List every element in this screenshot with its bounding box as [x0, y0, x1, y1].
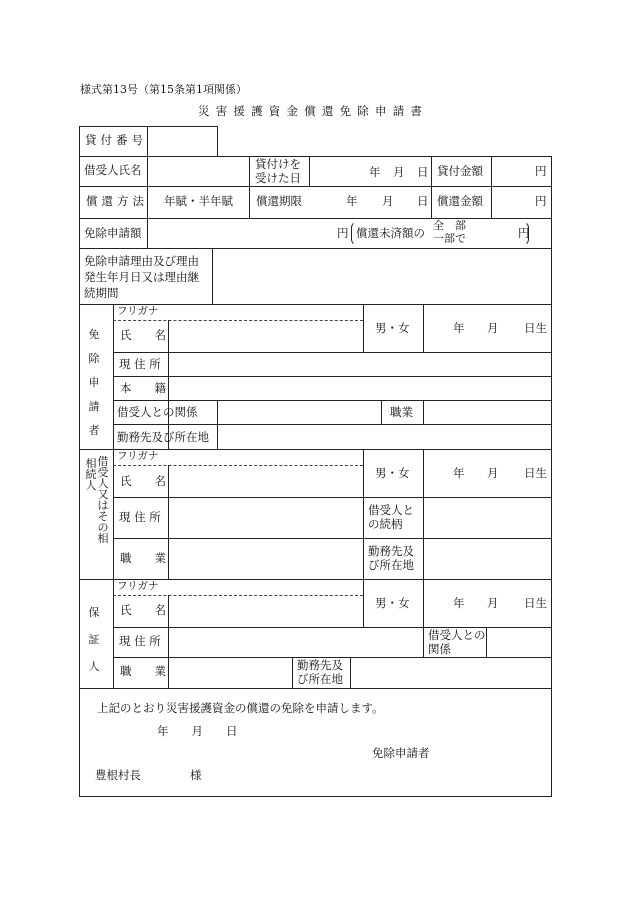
form-number: 様式第13号（第15条第1項関係） — [80, 83, 247, 96]
loan-date-month: 月 — [393, 165, 405, 179]
loan-number-label: 貸付番号 — [85, 133, 147, 147]
applicant-birth-day: 日生 — [524, 321, 547, 335]
applicant-workplace-label: 勤務先及び所在地 — [117, 430, 209, 444]
unpaid-all-label: 全 部 — [433, 219, 466, 232]
loan-date-day: 日 — [417, 165, 429, 179]
loan-received-date-label: 貸付けを受けた日 — [255, 157, 301, 185]
guarantor-occupation-label: 職 業 — [120, 664, 166, 678]
unpaid-amount-label: 償還未済額の — [356, 226, 425, 240]
exemption-amount-label: 免除申請額 — [84, 226, 142, 240]
repayment-amount-yen: 円 — [535, 194, 547, 208]
heir-occupation-label: 職 業 — [120, 551, 166, 565]
heir-birth-month: 月 — [487, 466, 499, 480]
guarantor-address-label: 現 住 所 — [119, 634, 161, 648]
statement-text: 上記のとおり災害援護資金の償還の免除を申請します。 — [97, 701, 384, 715]
page-title: 災害援護資金償還免除申請書 — [198, 104, 429, 118]
guarantor-furigana: フリガナ — [117, 580, 159, 592]
guarantor-birth-month: 月 — [487, 596, 499, 610]
reason-label: 免除申請理由及び理由発生年月日又は理由継続期間 — [84, 254, 199, 300]
repayment-method-label: 償還方法 — [86, 194, 148, 208]
heir-workplace-label: 勤務先及び所在地 — [368, 544, 414, 572]
applicant-section-label: 免 除 申 請 者 — [88, 328, 100, 437]
repay-year: 年 — [346, 194, 358, 208]
heir-birth-day: 日生 — [524, 466, 547, 480]
guarantor-name-label: 氏 名 — [120, 603, 166, 617]
repayment-period-label: 償還期限 — [256, 194, 302, 208]
loan-amount-yen: 円 — [535, 164, 547, 178]
repay-month: 月 — [382, 194, 394, 208]
loan-date-year: 年 — [369, 165, 381, 179]
guarantor-section-label: 保 証 人 — [88, 606, 100, 673]
applicant-signature-label: 免除申請者 — [372, 746, 430, 760]
statement-date: 年 月 日 — [157, 724, 238, 738]
applicant-birth-month: 月 — [487, 321, 499, 335]
guarantor-birth-year: 年 — [453, 596, 465, 610]
addressee-sama: 様 — [190, 768, 202, 782]
guarantor-relation-label: 借受人との関係 — [428, 628, 486, 656]
exemption-amount-yen: 円 — [337, 226, 349, 240]
loan-amount-label: 貸付金額 — [437, 164, 483, 178]
applicant-relation-label: 借受人との関係 — [117, 405, 198, 419]
heir-name-label: 氏 名 — [120, 474, 166, 488]
heir-furigana: フリガナ — [117, 450, 159, 462]
applicant-sex: 男・女 — [375, 321, 410, 335]
applicant-name-label: 氏 名 — [120, 328, 166, 342]
heir-birth-year: 年 — [453, 466, 465, 480]
guarantor-workplace-label: 勤務先及び所在地 — [297, 658, 343, 686]
heir-sex: 男・女 — [375, 466, 410, 480]
repayment-amount-label: 償還金額 — [437, 194, 483, 208]
heir-section-label-col1: 借 受 人 又 は そ の 相 — [97, 455, 109, 545]
applicant-address-label: 現 住 所 — [119, 357, 161, 371]
addressee: 豊根村長 — [95, 768, 141, 782]
applicant-birth-year: 年 — [453, 321, 465, 335]
repayment-method-value: 年賦・半年賦 — [164, 194, 233, 208]
applicant-honseki-label: 本 籍 — [120, 381, 166, 395]
applicant-furigana: フリガナ — [117, 305, 159, 317]
borrower-name-label: 借受人氏名 — [84, 163, 142, 177]
heir-address-label: 現 住 所 — [119, 510, 161, 524]
heir-relation-label: 借受人との続柄 — [368, 503, 414, 531]
unpaid-part-label: 一部で — [433, 232, 466, 245]
heir-section-label-col2: 相 続 人 — [85, 457, 97, 492]
unpaid-amount-yen: 円 — [518, 226, 530, 240]
guarantor-birth-day: 日生 — [524, 596, 547, 610]
applicant-occupation-label: 職業 — [390, 405, 413, 419]
repay-day: 日 — [417, 194, 429, 208]
guarantor-sex: 男・女 — [375, 596, 410, 610]
